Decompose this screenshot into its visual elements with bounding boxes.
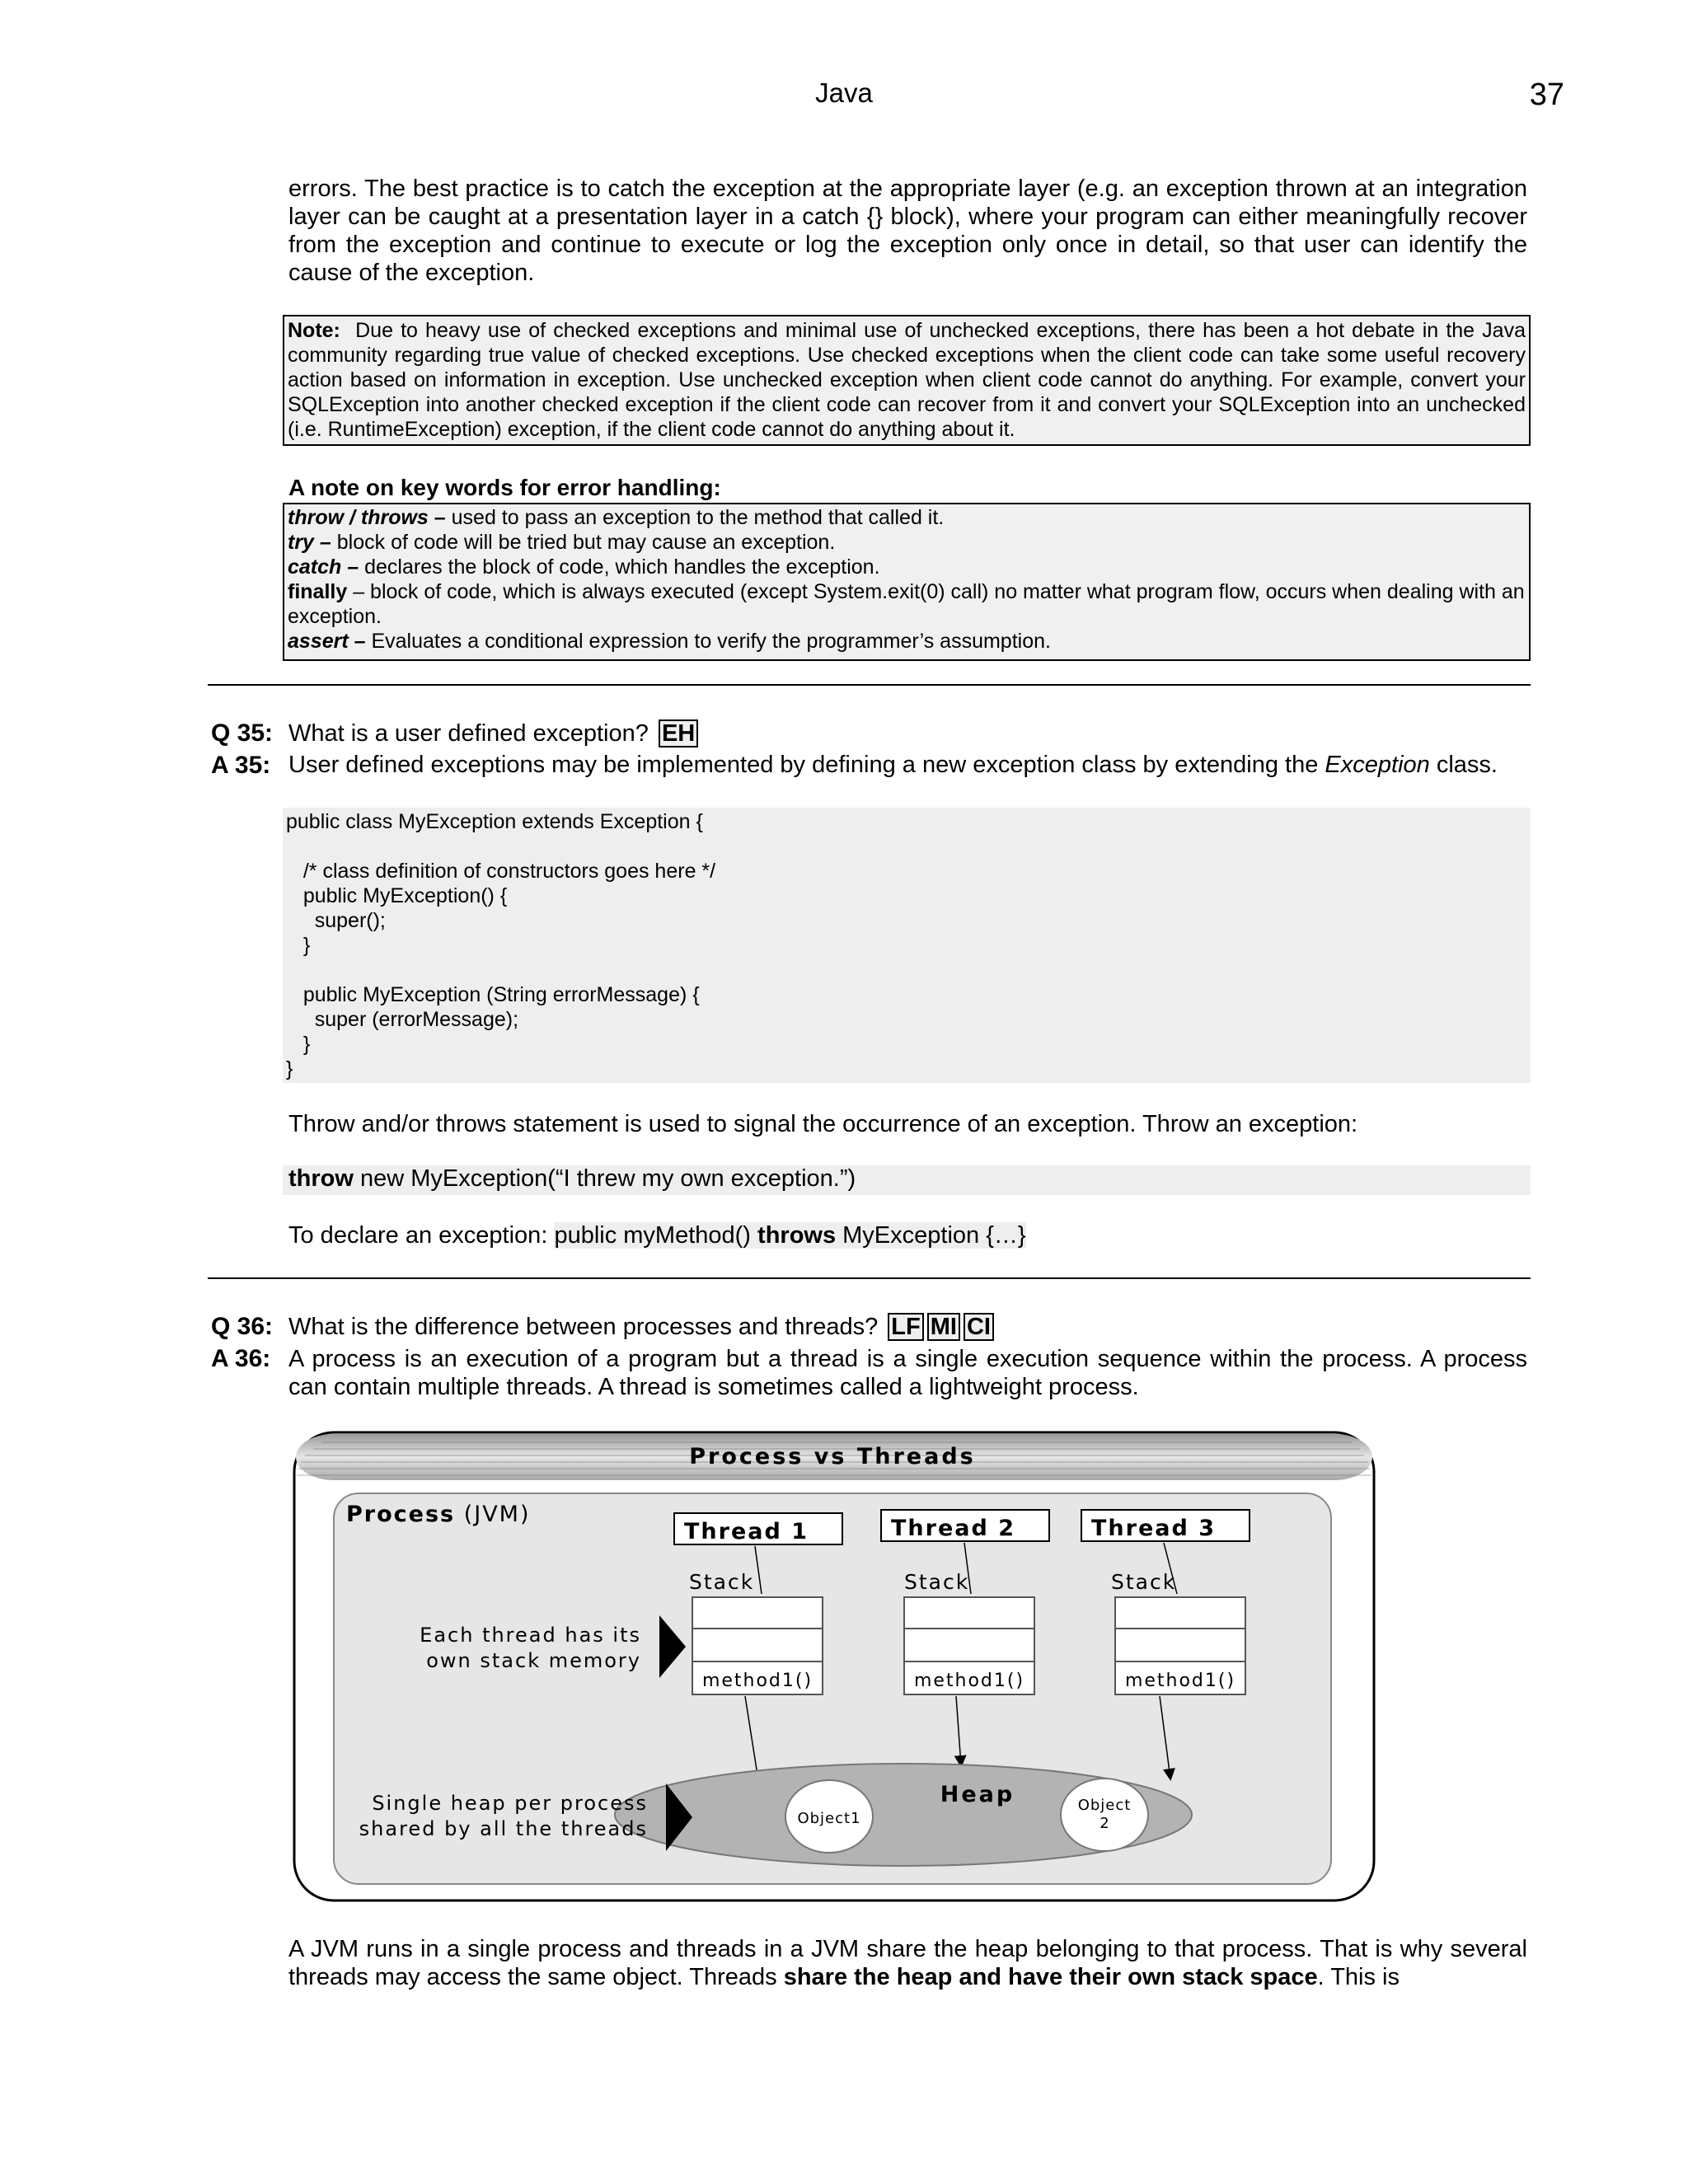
a36-answer: A process is an execution of a program but a thread is a single execution sequence within the process. A process can contain multiple threads. A thread is sometimes called a lightweight process. bbox=[288, 1346, 1527, 1400]
note-label: Note: bbox=[288, 319, 340, 342]
q35-question: What is a user defined exception? EH bbox=[288, 719, 698, 748]
stack-method: method1() bbox=[913, 1671, 1025, 1691]
thread-name: Thread 2 bbox=[891, 1516, 1015, 1541]
closing-paragraph: A JVM runs in a single process and threads in a JVM share the heap belonging to that process. That is why several threads may access the same object. Threads share the heap and have their own stack space. This is bbox=[288, 1936, 1527, 1990]
keyword-item: throw / throws – used to pass an exception to the method that called it. bbox=[288, 506, 945, 529]
heap-label: Heap bbox=[940, 1782, 1015, 1807]
thread-name: Thread 1 bbox=[684, 1519, 809, 1544]
heap-note-line2: shared by all the threads bbox=[359, 1817, 648, 1840]
keyword-item: assert – Evaluates a conditional expression to verify the programmer’s assumption. bbox=[288, 630, 1051, 653]
throw-intro: Throw and/or throws statement is used to signal the occurrence of an exception. Throw an exception: bbox=[288, 1111, 1358, 1137]
tag-lf: LF bbox=[888, 1313, 923, 1341]
throw-example: throw new MyException(“I threw my own exception.”) bbox=[283, 1165, 1531, 1195]
heap-note-line1: Single heap per process bbox=[372, 1792, 648, 1815]
page-number: 37 bbox=[1529, 77, 1564, 112]
stack-label: Stack bbox=[689, 1570, 755, 1594]
keyword-item: catch – declares the block of code, which handles the exception. bbox=[288, 555, 880, 579]
stack-note-line2: own stack memory bbox=[426, 1649, 641, 1672]
declare-line: To declare an exception: public myMethod() throws MyException {…} bbox=[288, 1222, 1026, 1249]
code-block: public class MyException extends Exception { /* class definition of constructors goes here */ public MyException() { super(); } public MyException (String errorMessage) { super (errorMessage); } } bbox=[283, 808, 1531, 1083]
stack-method: method1() bbox=[1124, 1671, 1236, 1691]
a35-label: A 35: bbox=[211, 752, 271, 779]
keyword-item: try – block of code will be tried but may cause an exception. bbox=[288, 531, 836, 554]
note-text: Due to heavy use of checked exceptions and minimal use of unchecked exceptions, there has been a hot debate in the Java community regarding true value of checked exceptions. Use checked exceptions when the client code can take some useful recovery action based on information in exception. Use unchecked exception when client code cannot do anything. For example, convert your SQLException into another checked exception if the client code can recover from it and convert your SQLException into an unchecked (i.e. RuntimeException) exception, if the client code cannot do anything about it. bbox=[288, 319, 1526, 441]
tag-eh: EH bbox=[659, 719, 698, 748]
q36-label: Q 36: bbox=[211, 1313, 274, 1340]
object2-label-line1: Object bbox=[1077, 1797, 1132, 1814]
intro-paragraph: errors. The best practice is to catch the exception at the appropriate layer (e.g. an exception thrown at an integration layer can be caught at a presentation layer in a catch {} block), where your program can either meaningfully recover from the exception and continue to execute or log the exception only once in detail, so that user can identify the cause of the exception. bbox=[288, 176, 1527, 286]
tag-mi: MI bbox=[927, 1313, 960, 1341]
object1-label: Object1 bbox=[797, 1810, 861, 1827]
keyword-item: finally – block of code, which is always executed (except System.exit(0) call) no matter what program flow, occurs when dealing with an exception. bbox=[288, 580, 1525, 628]
a36-label: A 36: bbox=[211, 1345, 271, 1372]
a35-answer: User defined exceptions may be implemented by defining a new exception class by extending the Exception class. bbox=[288, 752, 1498, 778]
stack-label: Stack bbox=[1111, 1570, 1177, 1594]
declare-code: public myMethod() throws MyException {…} bbox=[554, 1222, 1026, 1249]
diagram-title: Process vs Threads bbox=[689, 1444, 976, 1469]
thread-name: Thread 3 bbox=[1091, 1516, 1216, 1541]
object2-label-line2: 2 bbox=[1100, 1815, 1109, 1832]
process-label: Process (JVM) bbox=[346, 1502, 531, 1527]
stack-note-line1: Each thread has its bbox=[420, 1624, 641, 1647]
q35-label: Q 35: bbox=[211, 719, 274, 747]
tag-ci: CI bbox=[964, 1313, 994, 1341]
stack-label: Stack bbox=[904, 1570, 970, 1594]
stack-method: method1() bbox=[701, 1671, 814, 1691]
running-header: Java bbox=[815, 77, 873, 108]
keywords-title: A note on key words for error handling: bbox=[288, 475, 721, 500]
q36-question: What is the difference between processes and threads? LF MI CI bbox=[288, 1313, 994, 1341]
